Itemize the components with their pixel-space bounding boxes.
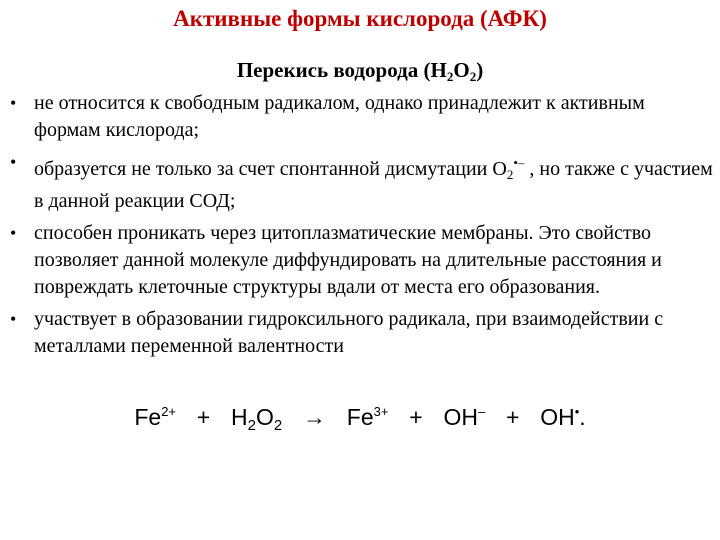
eq-fe: Fe: [134, 404, 162, 430]
bullet-item-1: [8, 90, 714, 144]
bullet-item-2: [8, 149, 714, 215]
bullet-marker: •: [10, 93, 17, 113]
eq-o: O: [255, 404, 274, 430]
bullet-text-1: не относится к свободным радикалом, однако принадлежит к активным формам кислорода;: [34, 92, 645, 141]
subtitle-suffix: ): [476, 58, 484, 82]
bullet-text-2-after: , но также с участием в данной реакции СОД;: [34, 158, 713, 212]
eq-plus-3: +: [505, 404, 520, 430]
eq-hydroxide-charge: –: [477, 404, 486, 419]
eq-fe3-charge: 3+: [373, 404, 389, 419]
bullet-text-3: способен проникать через цитоплазматические мембраны. Это свойство позволяет данной молекуле диффундировать на длительные расстояния и повреждать клеточные структуры вдали от места его образования.: [34, 222, 662, 298]
eq-o-sub: 2: [273, 417, 283, 434]
eq-fe2-charge: 2+: [161, 404, 177, 419]
fenton-reaction-equation: [0, 404, 720, 434]
slide-subtitle: [0, 58, 720, 85]
subtitle-prefix: Перекись водорода (H: [236, 58, 447, 82]
bullet-item-3: [8, 220, 714, 301]
slide-title: Активные формы кислорода (АФК): [173, 6, 547, 31]
eq-radical-dot: •: [574, 404, 580, 419]
eq-h: H: [231, 404, 248, 430]
eq-plus-1: +: [196, 404, 211, 430]
bullet-text-4: участвует в образовании гидроксильного радикала, при взаимодействии с металлами переменной валентности: [34, 308, 664, 357]
eq-fe3: Fe: [346, 404, 374, 430]
bullet-item-4: [8, 306, 714, 360]
eq-arrow: →: [303, 404, 326, 430]
bullet-marker: •: [10, 223, 17, 243]
subtitle-sub-1: 2: [446, 69, 454, 84]
bullet-marker: •: [10, 309, 17, 329]
subtitle-sub-2: 2: [469, 69, 477, 84]
bullet-text-2-before: образуется не только за счет спонтанной дисмутации O: [34, 158, 507, 180]
superoxide-subscript: 2: [506, 167, 514, 182]
bullet-list: [8, 90, 714, 365]
eq-hydroxyl-radical: OH: [540, 404, 575, 430]
eq-period: .: [579, 404, 586, 430]
eq-hydroxide: OH: [443, 404, 478, 430]
bullet-marker: •: [10, 152, 17, 172]
subtitle-mid: O: [453, 58, 470, 82]
eq-plus-2: +: [409, 404, 423, 430]
superoxide-radical-charge: •–: [513, 155, 525, 170]
eq-h-sub: 2: [247, 417, 256, 434]
